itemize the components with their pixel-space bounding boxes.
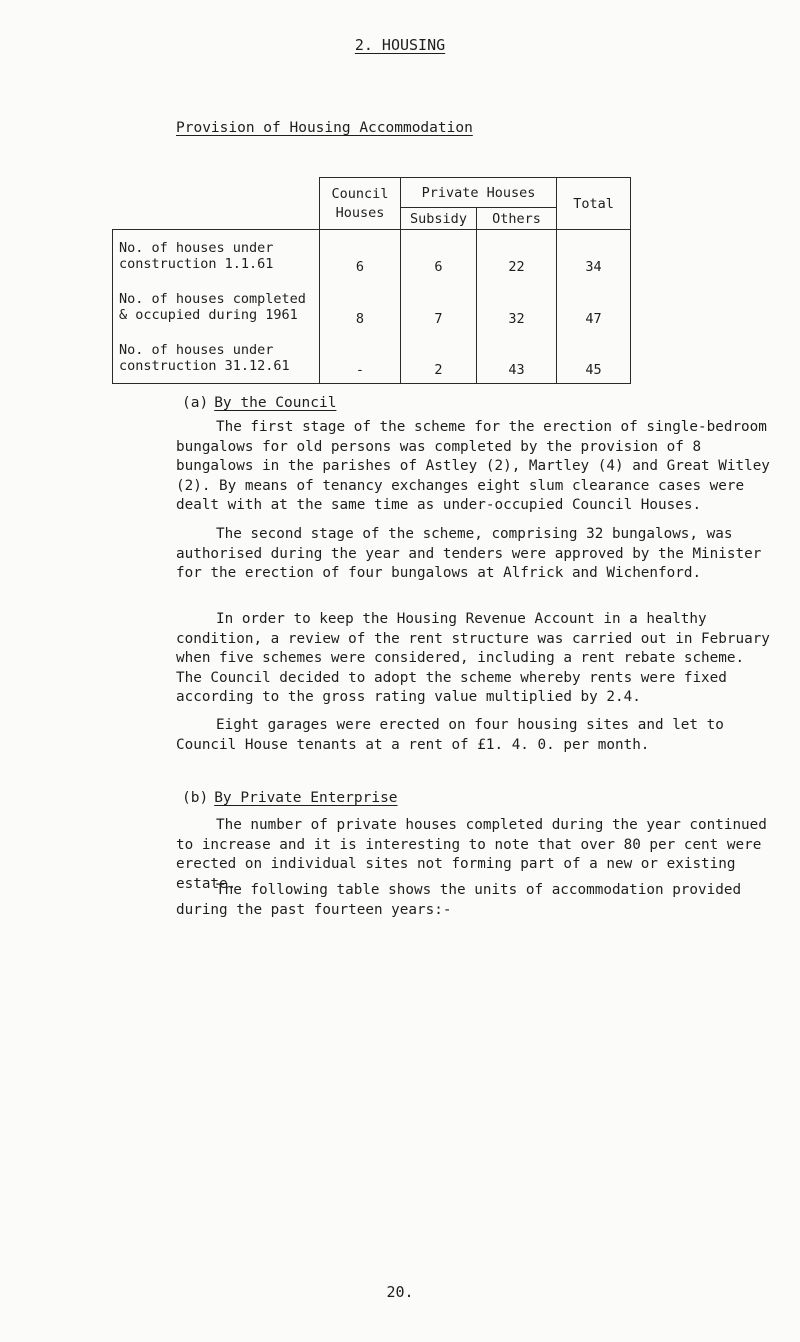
row-label: No. of houses under construction 31.12.61	[113, 332, 320, 384]
paragraph: Eight garages were erected on four housing sites and let to Council House tenants at a rent of £1. 4. 0. per month.	[176, 717, 724, 753]
header-others: Others	[477, 208, 557, 230]
page-number: 20.	[386, 1283, 414, 1301]
housing-table-container	[112, 177, 630, 385]
paragraph: In order to keep the Housing Revenue Account in a healthy condition, a review of the rent structure was carried out in February when five schemes were considered, including a rent rebate scheme. The Council decided to adopt the scheme whereby rents were fixed according to the gross rating value multiplied by 2.4.	[176, 611, 770, 705]
header-council-houses: Council Houses	[320, 178, 401, 230]
section-heading: 2. HOUSING	[354, 36, 446, 54]
cell-others: 43	[477, 332, 557, 384]
cell-subsidy: 6	[401, 230, 477, 280]
section-a-heading	[182, 395, 336, 411]
header-private-houses: Private Houses	[401, 178, 557, 208]
cell-council: 6	[320, 230, 401, 280]
cell-council: -	[320, 332, 401, 384]
section-b-heading	[182, 790, 398, 806]
table-row	[113, 280, 631, 332]
cell-total: 45	[557, 332, 631, 384]
section-b-marker: (b)	[182, 790, 209, 806]
table-corner	[113, 178, 320, 230]
paragraph: The second stage of the scheme, comprising 32 bungalows, was authorised during the year and tenders were approved by the Minister for the erection of four bungalows at Alfrick and Wichenford.	[176, 526, 762, 581]
header-subsidy: Subsidy	[401, 208, 477, 230]
cell-subsidy: 7	[401, 280, 477, 332]
row-label: No. of houses completed & occupied during 1961	[113, 280, 320, 332]
paragraph: The following table shows the units of accommodation provided during the past fourteen years:-	[176, 882, 742, 918]
cell-council: 8	[320, 280, 401, 332]
cell-others: 22	[477, 230, 557, 280]
table-row	[113, 230, 631, 280]
section-a-title: By the Council	[214, 395, 337, 411]
paragraph: The number of private houses completed during the year continued to increase and it is interesting to note that over 80 per cent were erected on individual sites not forming part of a new or existing estate.	[176, 817, 767, 892]
header-total: Total	[557, 178, 631, 230]
cell-others: 32	[477, 280, 557, 332]
cell-total: 47	[557, 280, 631, 332]
row-label: No. of houses under construction 1.1.61	[113, 230, 320, 280]
section-b-title: By Private Enterprise	[214, 790, 398, 806]
cell-subsidy: 2	[401, 332, 477, 384]
paragraph: The first stage of the scheme for the erection of single-bedroom bungalows for old persons was completed by the provision of 8 bungalows in the parishes of Astley (2), Martley (4) and Great Witley (2). By means of tenancy exchanges eight slum clearance cases were dealt with at the same time as under-occupied Council Houses.	[176, 419, 770, 513]
table-row	[113, 332, 631, 384]
housing-table	[112, 177, 631, 384]
page-subheading: Provision of Housing Accommodation	[176, 120, 473, 136]
section-a-marker: (a)	[182, 395, 209, 411]
cell-total: 34	[557, 230, 631, 280]
